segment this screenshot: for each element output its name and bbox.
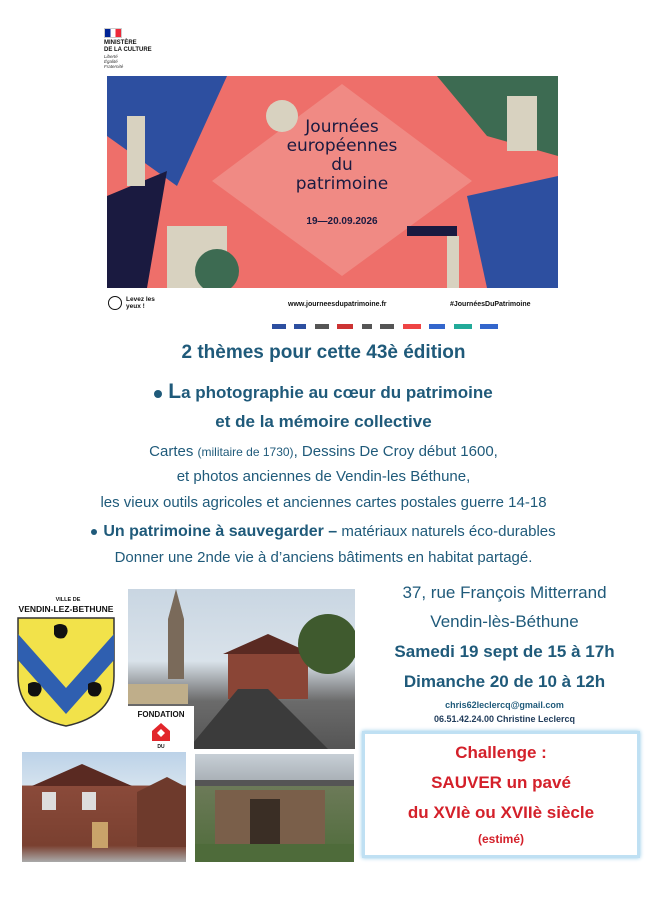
hashtag: #JournéesDuPatrimoine xyxy=(450,301,531,308)
crest-label: VILLE DE xyxy=(55,597,81,603)
ministry-motto-2: Égalité xyxy=(104,59,118,64)
detail1-small: (militaire de 1730) xyxy=(197,445,294,459)
poster-title-line4: patrimoine xyxy=(295,174,389,194)
bullet-icon xyxy=(91,529,97,535)
fondation-line1: FONDATION xyxy=(137,710,185,719)
partner-logo xyxy=(429,324,445,329)
eye-icon xyxy=(108,296,122,310)
poster-title-line1: Journées xyxy=(305,117,379,137)
poster-title-line2: européennes xyxy=(286,136,398,156)
theme1-title-rest: a photographie au cœur du patrimoine xyxy=(181,383,493,402)
fondation-line2: DU xyxy=(157,744,165,750)
partner-logo xyxy=(315,324,329,329)
theme1-detail-3: les vieux outils agricoles et anciennes cartes postales guerre 14-18 xyxy=(100,494,547,511)
ministry-name-line1: MINISTÈRE xyxy=(104,40,137,46)
theme2-title xyxy=(0,523,647,541)
event-poster xyxy=(107,76,558,288)
old-barn-photo xyxy=(195,754,354,862)
challenge-line1: Challenge : xyxy=(455,743,547,762)
contact-email[interactable]: chris62leclercq@gmail.com xyxy=(445,700,564,710)
fondation-house-icon xyxy=(151,722,171,742)
ministry-motto-1: Liberté xyxy=(104,54,118,59)
bullet-icon xyxy=(154,390,162,398)
partner-logo xyxy=(272,324,286,329)
theme2-rest: matériaux naturels éco-durables xyxy=(337,523,556,540)
address-line1: 37, rue François Mitterrand xyxy=(402,583,607,602)
theme1-title-line2: et de la mémoire collective xyxy=(215,412,432,431)
flag-icon xyxy=(104,28,122,38)
challenge-line2: SAUVER un pavé xyxy=(431,773,571,792)
partner-logo xyxy=(403,324,421,329)
town-crest-icon xyxy=(16,616,116,728)
ministry-logo xyxy=(104,28,174,69)
slogan-badge xyxy=(108,295,188,311)
website-link[interactable]: www.journeesdupatrimoine.fr xyxy=(288,301,387,308)
theme2-line2: Donner une 2nde vie à d’anciens bâtiments en habitat partagé. xyxy=(114,549,533,566)
ministry-name-line2: DE LA CULTURE xyxy=(104,47,152,53)
poster-title xyxy=(277,118,407,194)
partner-logo xyxy=(380,324,394,329)
theme1-initial: L xyxy=(168,380,182,403)
edition-headline: 2 thèmes pour cette 43è édition xyxy=(181,342,466,363)
poster-dates: 19—20.09.2026 xyxy=(306,216,378,227)
schedule-saturday: Samedi 19 sept de 15 à 17h xyxy=(394,642,615,661)
brick-house-photo xyxy=(22,752,186,862)
challenge-line4: (estimé) xyxy=(477,832,524,846)
partner-logos xyxy=(272,318,532,326)
challenge-line3: du XVIè ou XVIIè siècle xyxy=(407,803,595,822)
partner-logo xyxy=(480,324,498,329)
address-line2: Vendin-lès-Béthune xyxy=(430,612,579,631)
detail1-b: , Dessins De Croy début 1600, xyxy=(293,443,498,460)
theme1-detail-2: et photos anciennes de Vendin-les Béthune, xyxy=(176,468,471,485)
theme1-detail-1 xyxy=(0,443,647,460)
partner-logo xyxy=(362,324,372,329)
partner-logo xyxy=(294,324,306,329)
theme1-title xyxy=(0,380,647,404)
crest-town-name: VENDIN-LEZ-BETHUNE xyxy=(18,604,114,614)
schedule-sunday: Dimanche 20 de 10 à 12h xyxy=(403,672,606,691)
contact-phone: 06.51.42.24.00 Christine Leclercq xyxy=(433,714,576,724)
ministry-motto-3: Fraternité xyxy=(104,64,124,69)
poster-title-line3: du xyxy=(331,155,353,175)
partner-logo xyxy=(337,324,353,329)
challenge-box xyxy=(362,731,640,858)
theme2-bold: Un patrimoine à sauvegarder – xyxy=(103,523,338,540)
partner-logo xyxy=(454,324,472,329)
slogan-text: Levez les yeux ! xyxy=(126,296,155,310)
detail1-a: Cartes xyxy=(149,443,198,460)
